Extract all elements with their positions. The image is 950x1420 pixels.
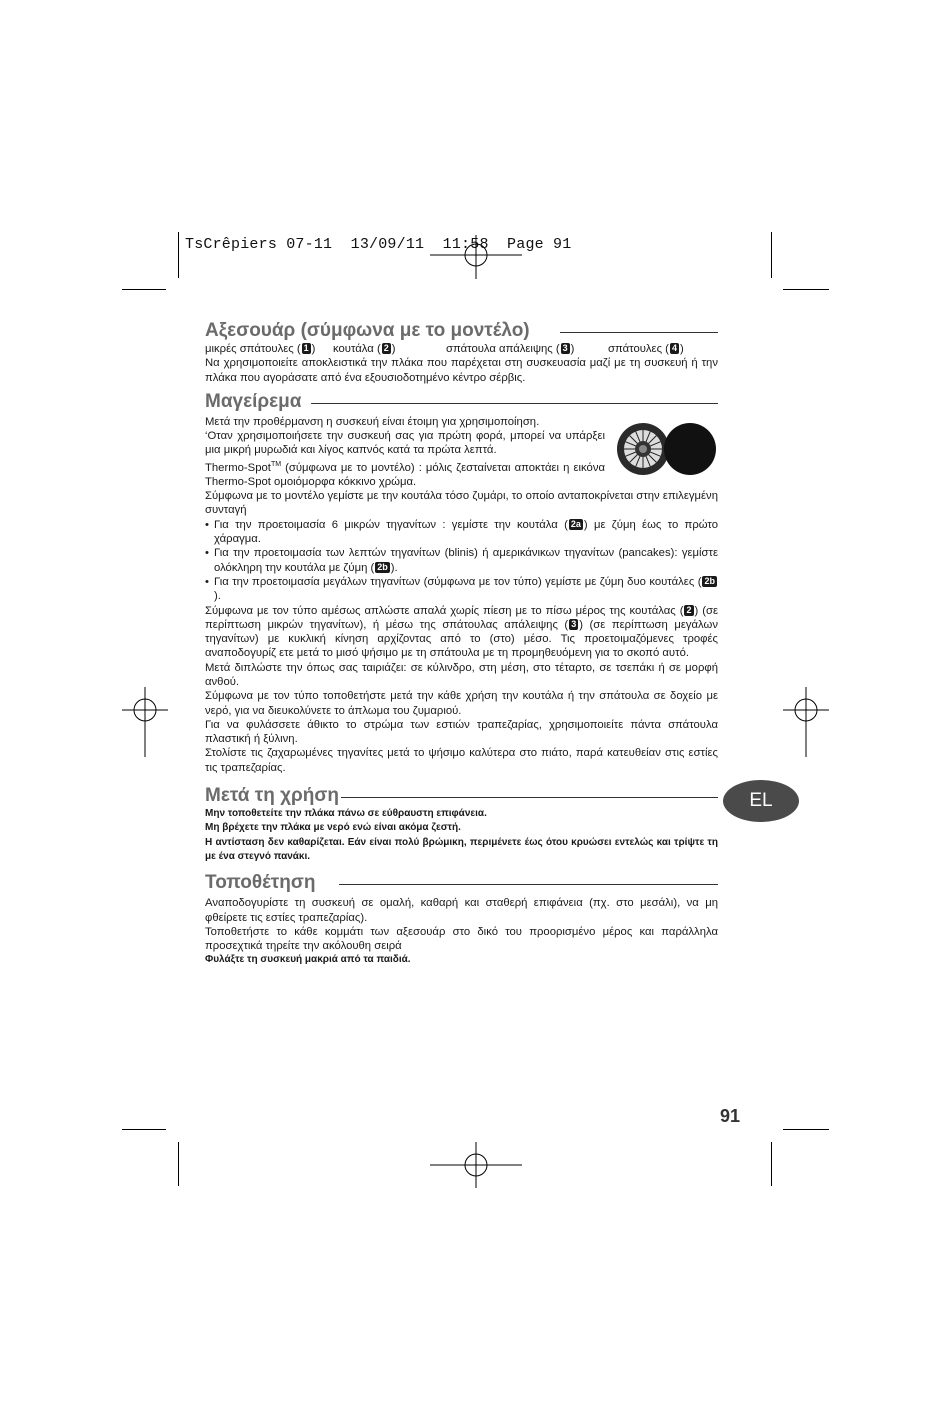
registration-mark-right bbox=[783, 687, 829, 757]
language-tab: EL bbox=[723, 780, 799, 822]
registration-mark-bottom bbox=[430, 1142, 522, 1188]
accessories-text: Να χρησιμοποιείτε αποκλειστικά την πλάκα που παρέχεται στη συσκευασία μαζί με τη συσκευή ή την πλάκα που αγοράσατε από ένα εξουσιοδοτημένο κέντρο σέρβις. bbox=[205, 357, 718, 384]
registration-mark-left bbox=[122, 687, 168, 757]
accessory-item: κουτάλα ( 2 ) bbox=[333, 343, 396, 355]
crop-mark bbox=[771, 232, 772, 278]
cooking-bullet: • Για την προετοιμασία των λεπτών τηγανίτων (blinis) ή αμερικάνικων τηγανίτων (pancakes): γεμίστε ολόκληρη την κουτάλα με ζύμη ( 2b ). bbox=[205, 547, 718, 574]
cooking-p8: Για να φυλάσσετε άθικτο το στρώμα των εστιών τραπεζαρίας, χρησιμοποιείτε πάντα σπάτουλα πλαστική ή ξύλινη. bbox=[205, 718, 718, 746]
crop-mark bbox=[178, 1142, 179, 1186]
title-rule bbox=[311, 403, 718, 404]
crop-mark bbox=[771, 1142, 772, 1186]
after-use-line: Μη βρέχετε την πλάκα με νερό ενώ είναι ακόμα ζεστή. bbox=[205, 822, 461, 834]
accessory-item: σπάτουλα απάλειψης ( 3 ) bbox=[446, 343, 575, 355]
after-use-line: Η αντίσταση δεν καθαρίζεται. Εάν είναι πολύ βρώμικη, περιμένετε έως ότου κρυώσει εντελώς και τρίψτε τη με ένα στεγνό πανάκι. bbox=[205, 836, 718, 862]
accessory-item: σπάτουλες ( 4 ) bbox=[608, 343, 684, 355]
section-after-use-title: Μετά τη χρήση bbox=[205, 785, 718, 807]
title-rule bbox=[341, 797, 718, 798]
crop-mark bbox=[783, 1129, 829, 1130]
cooking-p6: Μετά διπλώστε την όπως σας ταιριάζει: σε κύλινδρο, στη μέση, στο τέταρτο, σε τσεπάκι ή σε μορφή ανθού. bbox=[205, 661, 718, 688]
cooking-bullet: • Για την προετοιμασία 6 μικρών τηγανίτων : γεμίστε την κουτάλα ( 2a ) με ζύμη έως το πρώτο χάραγμα. bbox=[205, 518, 718, 546]
crop-mark bbox=[122, 1129, 166, 1130]
cooking-p7: Σύμφωνα με τον τύπο τοποθετήστε μετά την κάθε χρήση την κουτάλα ή την σπάτουλα σε δοχείο με νερό, για να διευκολύνετε το άπλωμα του ζυμαριού. bbox=[205, 690, 718, 717]
cooking-p5: Σύμφωνα με τον τύπο αμέσως απλώστε απαλά χωρίς πίεση με το πίσω μέρος της κουτάλας ( 2 ) (σε περίπτωση μικρών τηγανίτων), ή μέσω της σπάτουλας απάλειψης ( 3 ) (σε περίπτωση μεγάλων τηγανίτων) με κυκλική κίνηση αρχίζοντας από το (στο) μέσο. Τις προετοιμαζόμενες τροφές αναποδογυρίζ ετε μετά το μισό ψήσιμο με τη σπάτουλα με τη προμηθευόμενη για το σκοπό αυτό. bbox=[205, 604, 718, 660]
page-number: 91 bbox=[720, 1106, 741, 1126]
crop-mark bbox=[122, 289, 166, 290]
accessories-list bbox=[205, 342, 718, 356]
print-header: TsCrêpiers 07-11 13/09/11 11:58 Page 91 bbox=[185, 236, 572, 253]
placement-warning: Φυλάξτε τη συσκευή μακριά από τα παιδιά. bbox=[205, 954, 411, 966]
placement-p2: Τοποθετήστε το κάθε κομμάτι των αξεσουάρ στο δικό του προορισμένο μέρος και παράλληλα προσεχτικά τηρείτε την ακόλουθη σειρά bbox=[205, 925, 718, 953]
section-cooking-title: Μαγείρεμα bbox=[205, 391, 718, 413]
crop-mark bbox=[783, 289, 829, 290]
cooking-p9: Στολίστε τις ζαχαρωμένες τηγανίτες μετά το ψήσιμο καλύτερα στο πιάτο, παρά κατευθείαν στις εστίες τις τραπεζαρίας. bbox=[205, 747, 718, 774]
cooking-p3: Thermo-Spot™ (σύμφωνα με το μοντέλο) : μόλις ζεσταίνεται αποκτάει η εικόνα Thermo-Spot ομοιόμορφα κόκκινο χρώμα. bbox=[205, 460, 605, 488]
cooking-p2: ‘Οταν χρησιμοποιήσετε την συσκευή σας για πρώτη φορά, μπορεί να υπάρξει μια μικρή μυρωδιά και λίγος καπνός κατά τα πρώτα λεπτά. bbox=[205, 430, 605, 457]
main-content bbox=[205, 318, 718, 968]
placement-p1: Αναποδογυρίστε τη συσκευή σε ομαλή, καθαρή και σταθερή επιφάνεια (πχ. στο μεσάλι), να μη φθείρετε τις εστίες τραπεζαρίας). bbox=[205, 897, 718, 924]
section-accessories-title: Αξεσουάρ (σύμφωνα με το μοντέλο) bbox=[205, 320, 718, 342]
accessory-item: μικρές σπάτουλες ( 1 ) bbox=[205, 343, 316, 355]
cooking-bullet: • Για την προετοιμασία μεγάλων τηγανίτων (σύμφωνα με τον τύπο) γεμίστε με ζύμη δυο κουτάλες ( 2b). bbox=[205, 575, 715, 603]
title-rule bbox=[339, 884, 718, 885]
section-placement-title: Τοποθέτηση bbox=[205, 872, 718, 894]
crop-mark bbox=[178, 232, 179, 278]
after-use-line: Μην τοποθετείτε την πλάκα πάνω σε εύθραυστη επιφάνεια. bbox=[205, 808, 487, 820]
cooking-p4: Σύμφωνα με το μοντέλο γεμίστε με την κουτάλα τόσο ζυμάρι, το οποίο ανταποκρίνεται στην επιλεγμένη συνταγή bbox=[205, 490, 718, 517]
cooking-p1: Μετά την προθέρμανση η συσκευή είναι έτοιμη για χρησιμοποίηση. bbox=[205, 415, 540, 428]
title-rule bbox=[560, 332, 718, 333]
